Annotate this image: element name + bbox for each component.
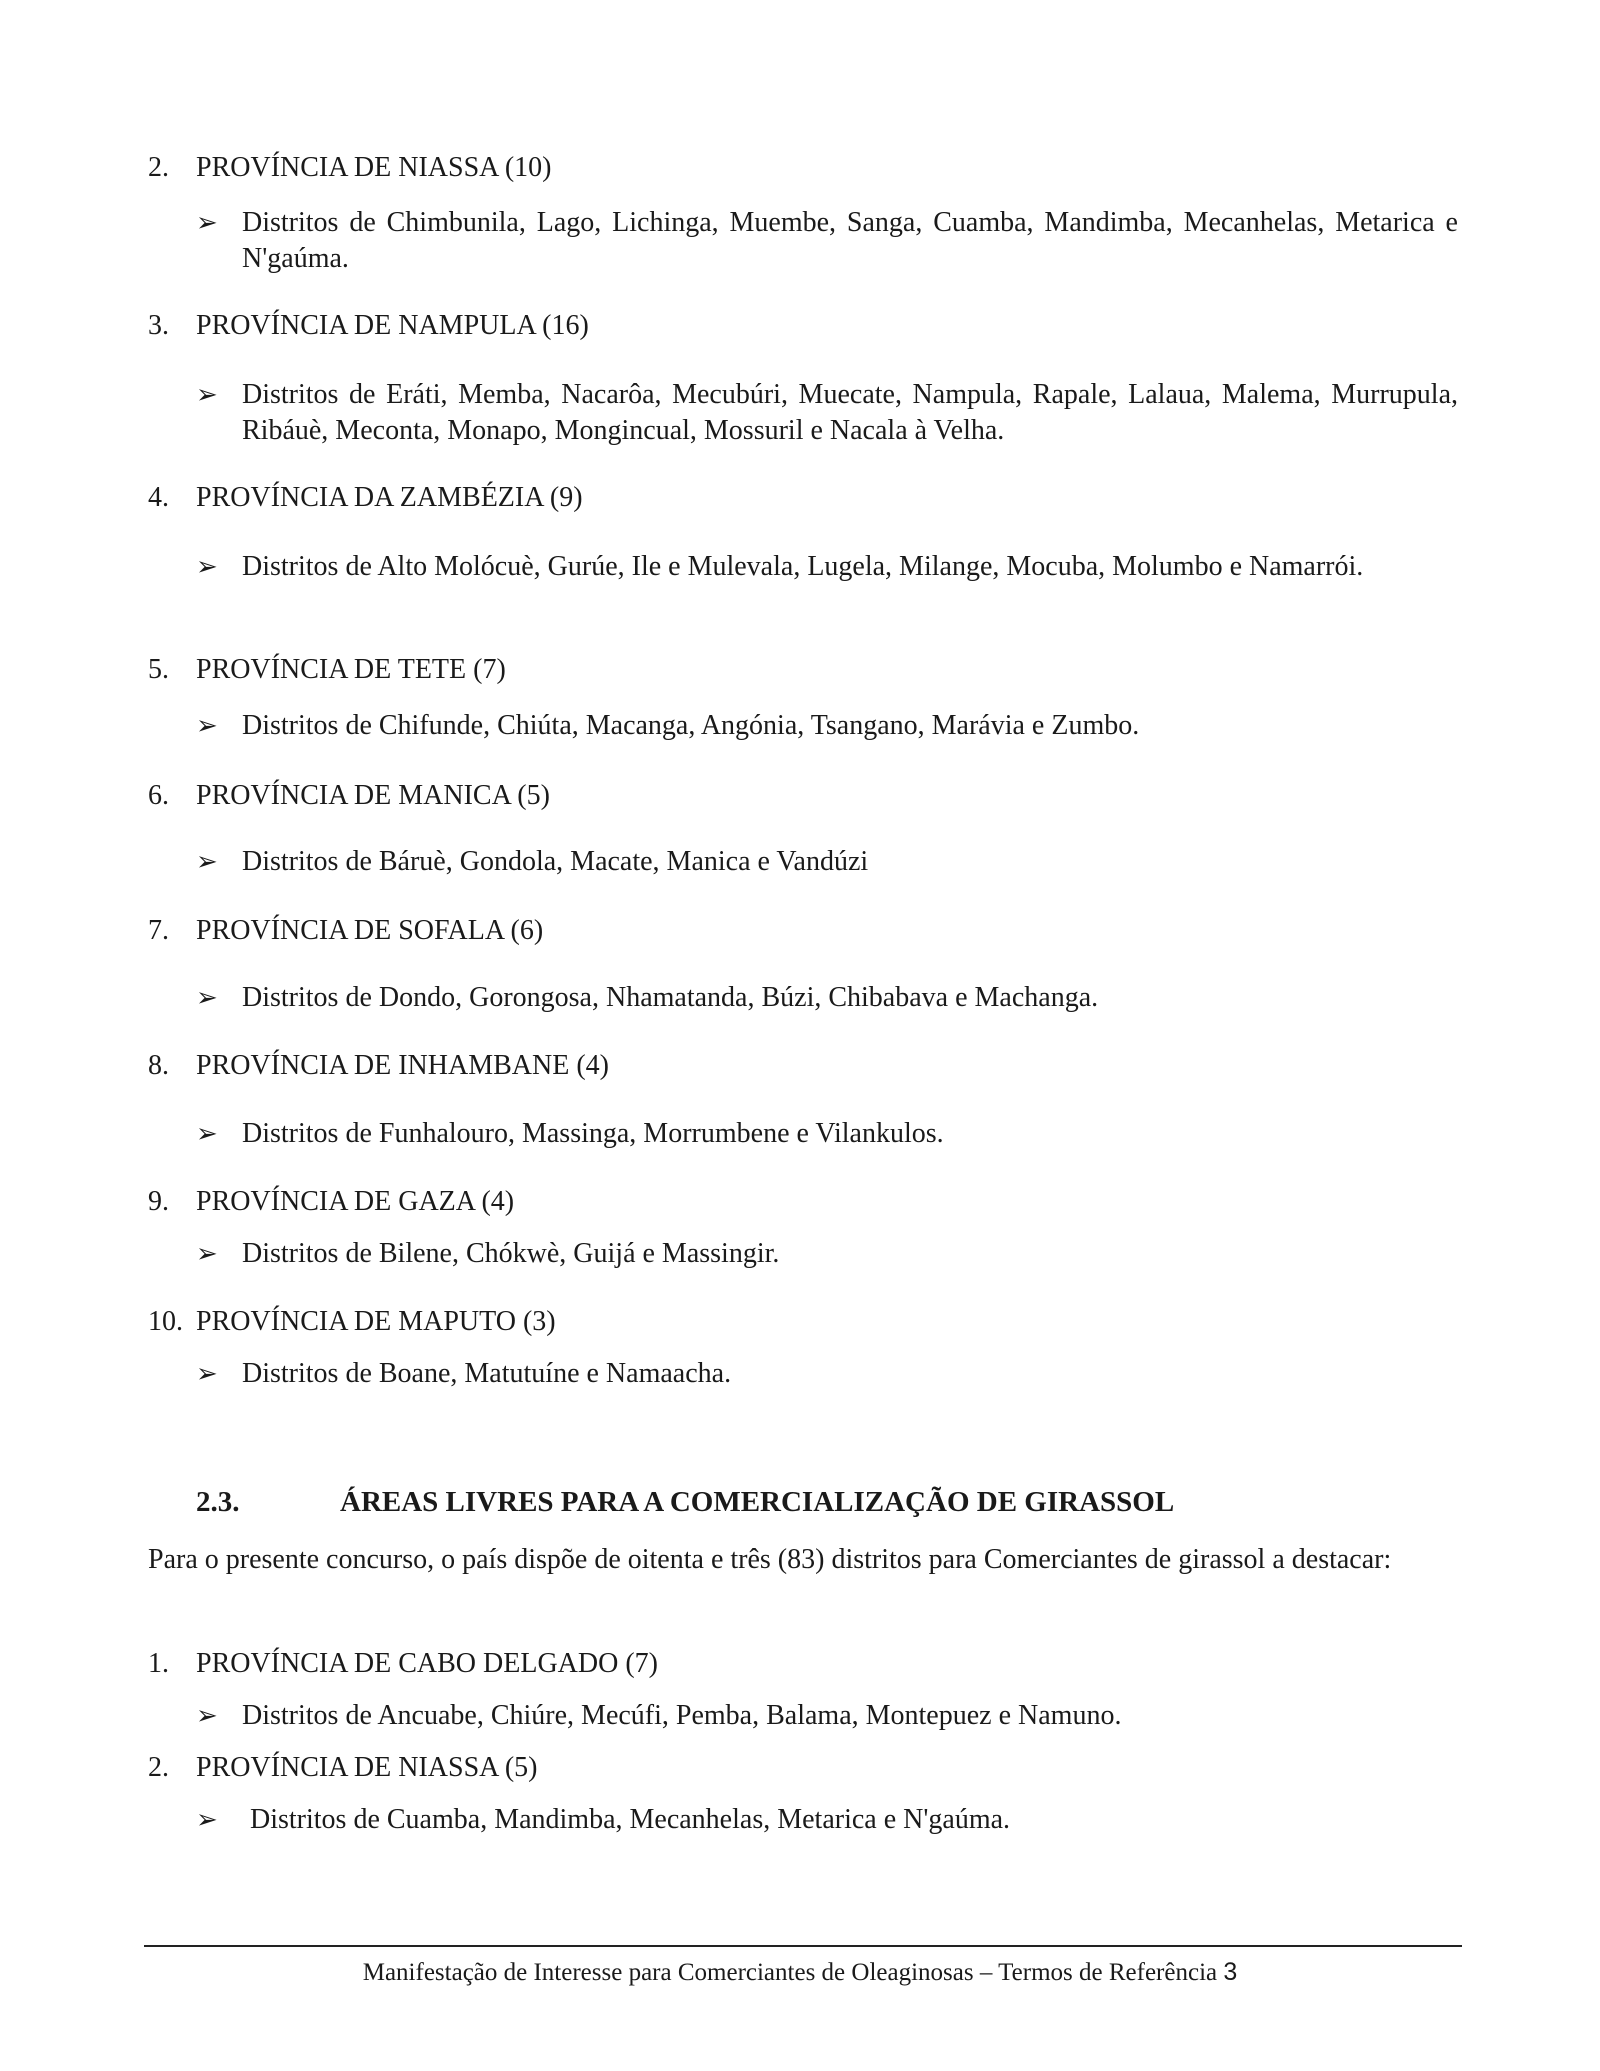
list-number: 2. bbox=[148, 152, 169, 183]
province-heading bbox=[148, 1304, 1458, 1340]
district-bullet bbox=[196, 1116, 1458, 1152]
list-number: 5. bbox=[148, 654, 169, 685]
page-number: 3 bbox=[1223, 1958, 1238, 1986]
section-intro: Para o presente concurso, o país dispõe de oitenta e três (83) distritos para Comerciantes de girassol a destacar: bbox=[148, 1544, 1392, 1575]
arrow-bullet-icon: ➢ bbox=[196, 1701, 218, 1730]
province-heading bbox=[148, 778, 1458, 814]
district-bullet bbox=[196, 708, 1458, 744]
list-number: 2. bbox=[148, 1752, 169, 1783]
district-list-text: Distritos de Alto Molócuè, Gurúe, Ile e Mulevala, Lugela, Milange, Mocuba, Molumbo e Namarrói. bbox=[242, 551, 1364, 582]
province-title: PROVÍNCIA DE MANICA (5) bbox=[196, 780, 550, 811]
district-list-text: Distritos de Eráti, Memba, Nacarôa, Mecubúri, Muecate, Nampula, Rapale, Lalaua, Malema, Murrupula, Ribáuè, Meconta, Monapo, Mongincual, Mossuril e Nacala à Velha. bbox=[242, 379, 1458, 446]
province-heading bbox=[148, 1184, 1458, 1220]
district-bullet bbox=[196, 1802, 1458, 1838]
arrow-bullet-icon: ➢ bbox=[196, 983, 218, 1012]
arrow-bullet-icon: ➢ bbox=[196, 1119, 218, 1148]
province-title: PROVÍNCIA DA ZAMBÉZIA (9) bbox=[196, 482, 583, 513]
district-bullet bbox=[196, 205, 1458, 277]
list-number: 4. bbox=[148, 482, 169, 513]
district-bullet bbox=[196, 1698, 1458, 1734]
section-number: 2.3. bbox=[196, 1486, 240, 1518]
section-heading bbox=[196, 1484, 1174, 1520]
province-title: PROVÍNCIA DE NAMPULA (16) bbox=[196, 310, 589, 341]
list-number: 8. bbox=[148, 1050, 169, 1081]
section-title: ÁREAS LIVRES PARA A COMERCIALIZAÇÃO DE GIRASSOL bbox=[340, 1486, 1175, 1518]
list-number: 6. bbox=[148, 780, 169, 811]
arrow-bullet-icon: ➢ bbox=[196, 380, 218, 409]
arrow-bullet-icon: ➢ bbox=[196, 1239, 218, 1268]
district-bullet bbox=[196, 549, 1458, 585]
footer-divider bbox=[144, 1945, 1462, 1947]
province-title: PROVÍNCIA DE GAZA (4) bbox=[196, 1186, 515, 1217]
district-list-text: Distritos de Cuamba, Mandimba, Mecanhelas, Metarica e N'gaúma. bbox=[250, 1804, 1011, 1835]
arrow-bullet-icon: ➢ bbox=[196, 847, 218, 876]
province-heading bbox=[148, 150, 1458, 186]
district-list-text: Distritos de Dondo, Gorongosa, Nhamatanda, Búzi, Chibabava e Machanga. bbox=[242, 982, 1099, 1013]
province-title: PROVÍNCIA DE NIASSA (5) bbox=[196, 1752, 538, 1783]
list-number: 3. bbox=[148, 310, 169, 341]
arrow-bullet-icon: ➢ bbox=[196, 1359, 218, 1388]
province-heading bbox=[148, 308, 1458, 344]
district-list-text: Distritos de Chimbunila, Lago, Lichinga, Muembe, Sanga, Cuamba, Mandimba, Mecanhelas, Metarica e N'gaúma. bbox=[242, 207, 1458, 274]
province-heading bbox=[148, 480, 1458, 516]
province-title: PROVÍNCIA DE INHAMBANE (4) bbox=[196, 1050, 609, 1081]
list-number: 1. bbox=[148, 1648, 169, 1679]
province-heading bbox=[148, 1048, 1458, 1084]
arrow-bullet-icon: ➢ bbox=[196, 711, 218, 740]
footer-text: Manifestação de Interesse para Comerciantes de Oleaginosas – Termos de Referência bbox=[362, 1959, 1218, 1986]
province-heading bbox=[148, 913, 1458, 949]
arrow-bullet-icon: ➢ bbox=[196, 208, 218, 237]
district-list-text: Distritos de Boane, Matutuíne e Namaacha. bbox=[242, 1358, 732, 1389]
page-footer bbox=[0, 1956, 1600, 1989]
province-title: PROVÍNCIA DE TETE (7) bbox=[196, 654, 506, 685]
list-number: 10. bbox=[148, 1306, 183, 1337]
province-heading bbox=[148, 652, 1458, 688]
arrow-bullet-icon: ➢ bbox=[196, 1805, 218, 1834]
district-list-text: Distritos de Báruè, Gondola, Macate, Manica e Vandúzi bbox=[242, 846, 869, 877]
province-heading bbox=[148, 1646, 1458, 1682]
district-list-text: Distritos de Ancuabe, Chiúre, Mecúfi, Pemba, Balama, Montepuez e Namuno. bbox=[242, 1700, 1122, 1731]
list-number: 7. bbox=[148, 915, 169, 946]
province-title: PROVÍNCIA DE MAPUTO (3) bbox=[196, 1306, 556, 1337]
district-bullet bbox=[196, 980, 1458, 1016]
district-bullet bbox=[196, 844, 1458, 880]
district-list-text: Distritos de Chifunde, Chiúta, Macanga, Angónia, Tsangano, Marávia e Zumbo. bbox=[242, 710, 1140, 741]
district-bullet bbox=[196, 377, 1458, 449]
province-heading bbox=[148, 1750, 1458, 1786]
list-number: 9. bbox=[148, 1186, 169, 1217]
district-list-text: Distritos de Funhalouro, Massinga, Morrumbene e Vilankulos. bbox=[242, 1118, 944, 1149]
district-bullet bbox=[196, 1236, 1458, 1272]
arrow-bullet-icon: ➢ bbox=[196, 552, 218, 581]
province-title: PROVÍNCIA DE NIASSA (10) bbox=[196, 152, 552, 183]
province-title: PROVÍNCIA DE SOFALA (6) bbox=[196, 915, 544, 946]
province-title: PROVÍNCIA DE CABO DELGADO (7) bbox=[196, 1648, 658, 1679]
district-list-text: Distritos de Bilene, Chókwè, Guijá e Massingir. bbox=[242, 1238, 780, 1269]
district-bullet bbox=[196, 1356, 1458, 1392]
